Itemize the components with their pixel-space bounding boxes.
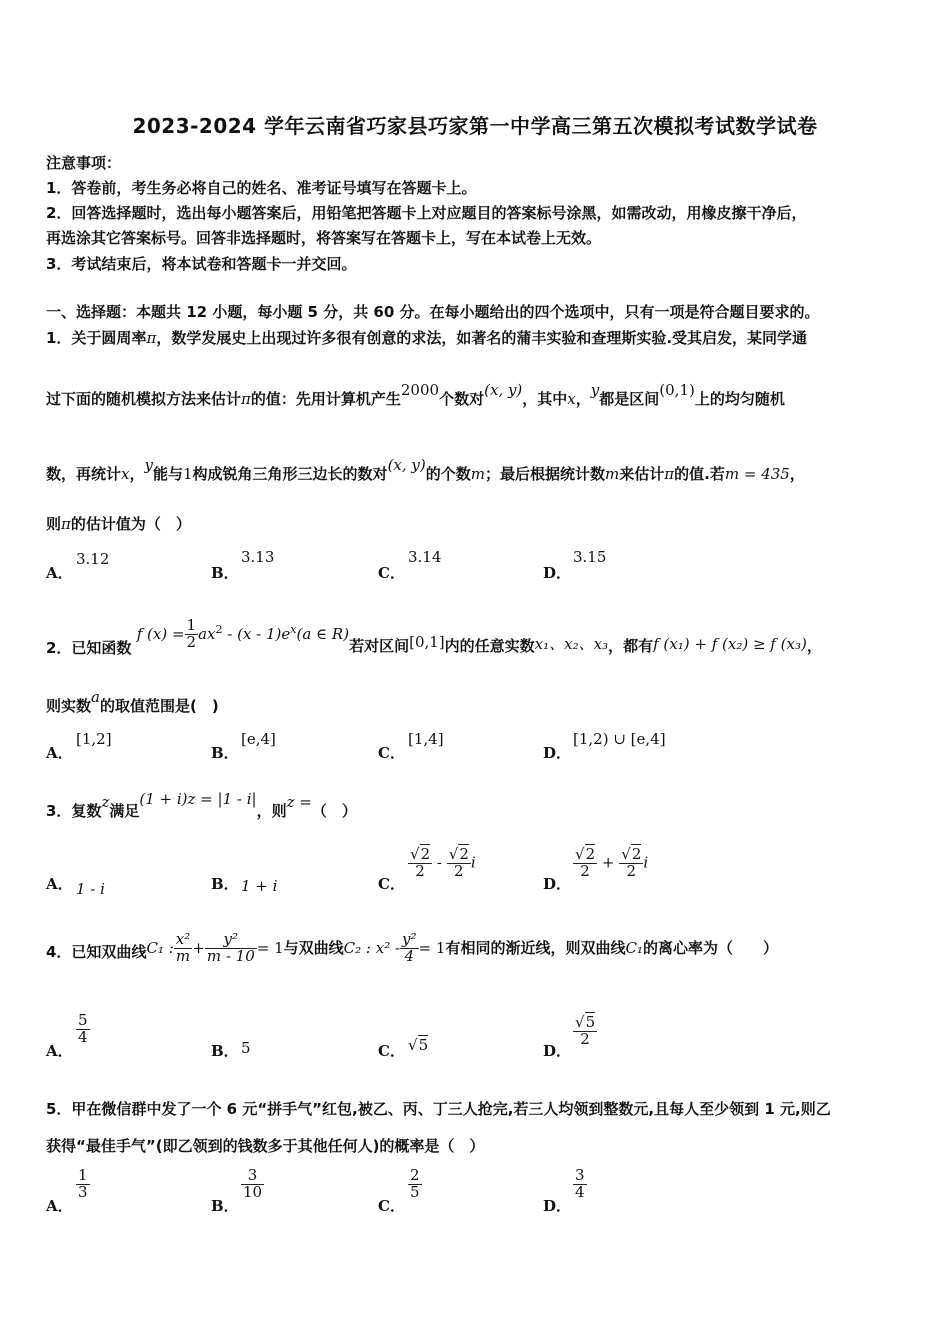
q5-line-1: 5．甲在微信群中发了一个 6 元“拼手气”红包,被乙、丙、丁三人抢完,若三人均领到整数元,且每人至少领到 1 元,则乙 [46, 1100, 831, 1118]
q5-option-d-label[interactable]: D． [543, 1197, 572, 1215]
q5-option-d-value: $\frac{3}{4}$ [575, 1166, 585, 1201]
q1-line-3: 数，再统计x，y能与1构成锐角三角形三边长的数对(x, y)的个数m；最后根据统计数m来估计π的值.若m = 435， [46, 456, 805, 483]
q2-option-d-label[interactable]: D． [543, 744, 572, 762]
q1-line-1: 1．关于圆周率π，数学发展史上出现过许多很有创意的求法，如著名的蒲丰实验和查理斯实验.受其启发，某同学通 [46, 329, 808, 347]
q4-option-c-label[interactable]: C． [378, 1042, 405, 1060]
q2-option-c-value: [1,4] [408, 730, 444, 748]
notice-item-2-cont: 再选涂其它答案标号。回答非选择题时，将答案写在答题卡上，写在本试卷上无效。 [46, 229, 602, 247]
q4-fraction-1: $\frac{\text{x²}}{m}$ [175, 930, 191, 965]
q2-line-2: 则实数a的取值范围是( ) [46, 688, 219, 715]
q5-option-b-value: $\frac{3}{10}$ [243, 1166, 263, 1201]
q2-half-fraction: $\frac{1}{2}$ [186, 616, 197, 651]
q3-option-b-value: 1 + i [241, 877, 278, 895]
q3-option-c-label[interactable]: C． [378, 875, 405, 893]
q3-line-1: 3．复数z满足(1 + i)z = |1 - i|，则z =（ ） [46, 790, 357, 820]
q4-option-a-label[interactable]: A． [46, 1042, 73, 1060]
q1-option-c-value: 3.14 [408, 548, 442, 566]
q5-option-a-value: $\frac{1}{3}$ [78, 1166, 88, 1201]
q1-option-d-label[interactable]: D． [543, 564, 572, 582]
q5-option-c-value: $\frac{2}{5}$ [410, 1166, 420, 1201]
q2-option-d-value: [1,2) ∪ [e,4] [573, 730, 666, 748]
q4-option-c-value: √5 [408, 1036, 429, 1054]
q2-option-b-label[interactable]: B． [211, 744, 239, 762]
section-header: 一、选择题：本题共 12 小题，每小题 5 分，共 60 分。在每小题给出的四个选项中，只有一项是符合题目要求的。 [46, 303, 820, 321]
q1-option-a-label[interactable]: A． [46, 564, 73, 582]
q3-option-c-value: $\frac{√2}{2}$ - $\frac{√2}{2}$ i [410, 845, 476, 880]
q4-line-1: 4．已知双曲线C₁ : $\frac{\text{x²}}{m}$ + $\frac{\text{y²}}{m - 10}$ = 1与双曲线C₂ : x² - $\frac{\text{y²}}{4}$ = 1有相同的渐近线，则双曲线C₁的离心率为（ ） [46, 930, 778, 965]
q4-option-b-value: 5 [241, 1039, 251, 1057]
q2-option-a-label[interactable]: A． [46, 744, 73, 762]
q2-line-1: 2．已知函数 f (x) = $\frac{1}{2}$ $ax^2 - (x - 1)e^x(a$ ∈ R)若对区间[0,1]内的任意实数x₁、x₂、x₃，都有f (x₁) + f (x₂) ≥ f (x₃)， [46, 616, 822, 657]
q4-option-a-value: $\frac{5}{4}$ [78, 1011, 88, 1046]
notice-item-3: 3．考试结束后，将本试卷和答题卡一并交回。 [46, 255, 357, 273]
q4-fraction-3: $\frac{\text{y²}}{4}$ [402, 930, 417, 965]
q1-option-d-value: 3.15 [573, 548, 607, 566]
q3-option-b-label[interactable]: B． [211, 875, 239, 893]
notice-heading: 注意事项： [46, 154, 122, 172]
notice-item-2: 2．回答选择题时，选出每小题答案后，用铅笔把答题卡上对应题目的答案标号涂黑，如需改动，用橡皮擦干净后， [46, 204, 807, 222]
q1-line-2: 过下面的随机模拟方法来估计π的值：先用计算机产生2000个数对(x, y)，其中x，y都是区间(0,1)上的均匀随机 [46, 381, 785, 408]
q1-option-a-value: 3.12 [76, 550, 110, 568]
notice-item-1: 1．答卷前，考生务必将自己的姓名、准考证号填写在答题卡上。 [46, 179, 477, 197]
q5-option-b-label[interactable]: B． [211, 1197, 239, 1215]
q3-option-a-label[interactable]: A． [46, 875, 73, 893]
q2-option-c-label[interactable]: C． [378, 744, 405, 762]
q3-option-d-label[interactable]: D． [543, 875, 572, 893]
q1-line-4: 则π的估计值为（ ） [46, 515, 191, 533]
q4-option-d-value: $\frac{√5}{2}$ [575, 1013, 596, 1048]
q5-option-c-label[interactable]: C． [378, 1197, 405, 1215]
q3-option-d-value: $\frac{√2}{2}$ + $\frac{√2}{2}$ i [575, 845, 649, 880]
q4-fraction-2: $\frac{\text{y²}}{m - 10}$ [206, 930, 255, 965]
q3-option-a-value: 1 - i [76, 880, 105, 898]
q5-line-2: 获得“最佳手气”(即乙领到的钱数多于其他任何人)的概率是（ ） [46, 1137, 485, 1155]
q2-option-b-value: [e,4] [241, 730, 276, 748]
q4-option-d-label[interactable]: D． [543, 1042, 572, 1060]
q1-option-b-label[interactable]: B． [211, 564, 239, 582]
q2-option-a-value: [1,2] [76, 730, 112, 748]
q5-option-a-label[interactable]: A． [46, 1197, 73, 1215]
q1-option-b-value: 3.13 [241, 548, 275, 566]
page-title: 2023-2024 学年云南省巧家县巧家第一中学高三第五次模拟考试数学试卷 [132, 114, 818, 138]
q1-option-c-label[interactable]: C． [378, 564, 405, 582]
q4-option-b-label[interactable]: B． [211, 1042, 239, 1060]
